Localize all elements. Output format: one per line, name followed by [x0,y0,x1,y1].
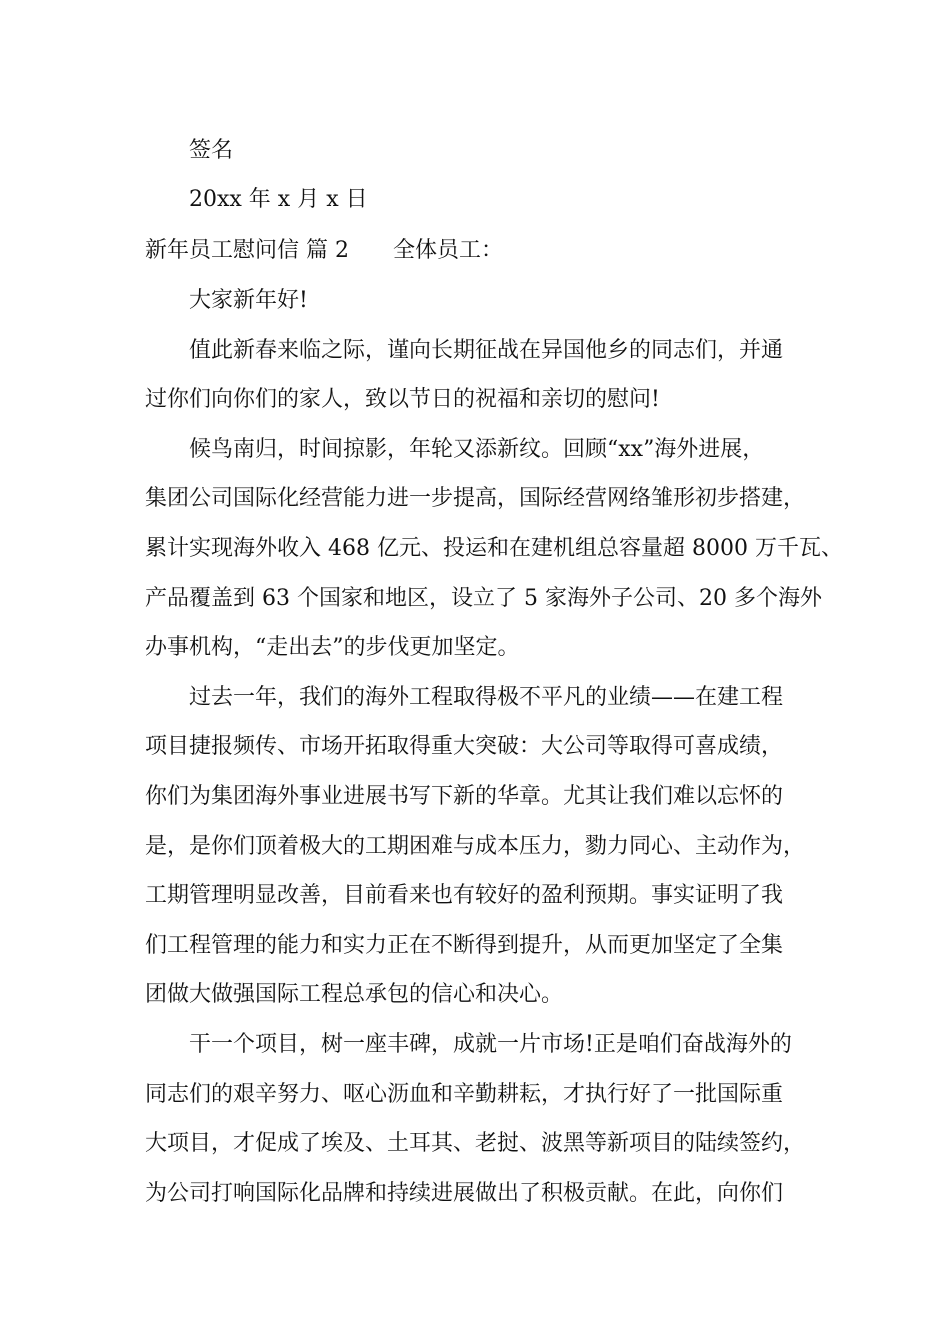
body-line: 办事机构，“走出去”的步伐更加坚定。 [145,635,520,660]
body-line: 产品覆盖到 63 个国家和地区，设立了 5 家海外子公司、20 多个海外 [145,586,822,611]
body-line: 大项目，才促成了埃及、土耳其、老挝、波黑等新项目的陆续签约， [145,1131,806,1156]
body-line: 为公司打响国际化品牌和持续进展做出了积极贡献。在此，向你们 [145,1181,784,1206]
section-heading [145,237,503,265]
section-title: 新年员工慰问信 篇 2 [145,238,349,263]
body-line: 团做大做强国际工程总承包的信心和决心。 [145,982,564,1007]
body-line: 项目捷报频传、市场开拓取得重大突破：大公司等取得可喜成绩， [145,734,784,759]
body-line: 同志们的艰辛努力、呕心沥血和辛勤耕耘，才执行好了一批国际重 [145,1082,784,1107]
body-line: 是，是你们顶着极大的工期困难与成本压力，勠力同心、主动作为， [145,834,806,859]
body-line: 值此新春来临之际，谨向长期征战在异国他乡的同志们，并通 [189,338,784,363]
body-line: 过去一年，我们的海外工程取得极不平凡的业绩——在建工程 [189,685,784,710]
body-line: 集团公司国际化经营能力进一步提高，国际经营网络雏形初步搭建， [145,486,806,511]
body-line: 累计实现海外收入 468 亿元、投运和在建机组总容量超 8000 万千瓦、 [145,536,843,561]
body-line: 工期管理明显改善，目前看来也有较好的盈利预期。事实证明了我 [145,883,784,908]
body-line: 们工程管理的能力和实力正在不断得到提升，从而更加坚定了全集 [145,933,784,958]
body-line: 干一个项目，树一座丰碑，成就一片市场!正是咱们奋战海外的 [189,1032,792,1057]
body-line: 过你们向你们的家人，致以节日的祝福和亲切的慰问! [145,387,660,412]
body-line: 候鸟南归，时间掠影，年轮又添新纹。回顾“xx”海外进展， [189,437,765,462]
salutation: 全体员工： [392,238,503,263]
signature-line: 签名 [189,138,234,163]
date-line: 20xx 年 x 月 x 日 [189,187,368,212]
greeting-line: 大家新年好! [189,288,308,313]
body-line: 你们为集团海外事业进展书写下新的华章。尤其让我们难以忘怀的 [145,784,784,809]
